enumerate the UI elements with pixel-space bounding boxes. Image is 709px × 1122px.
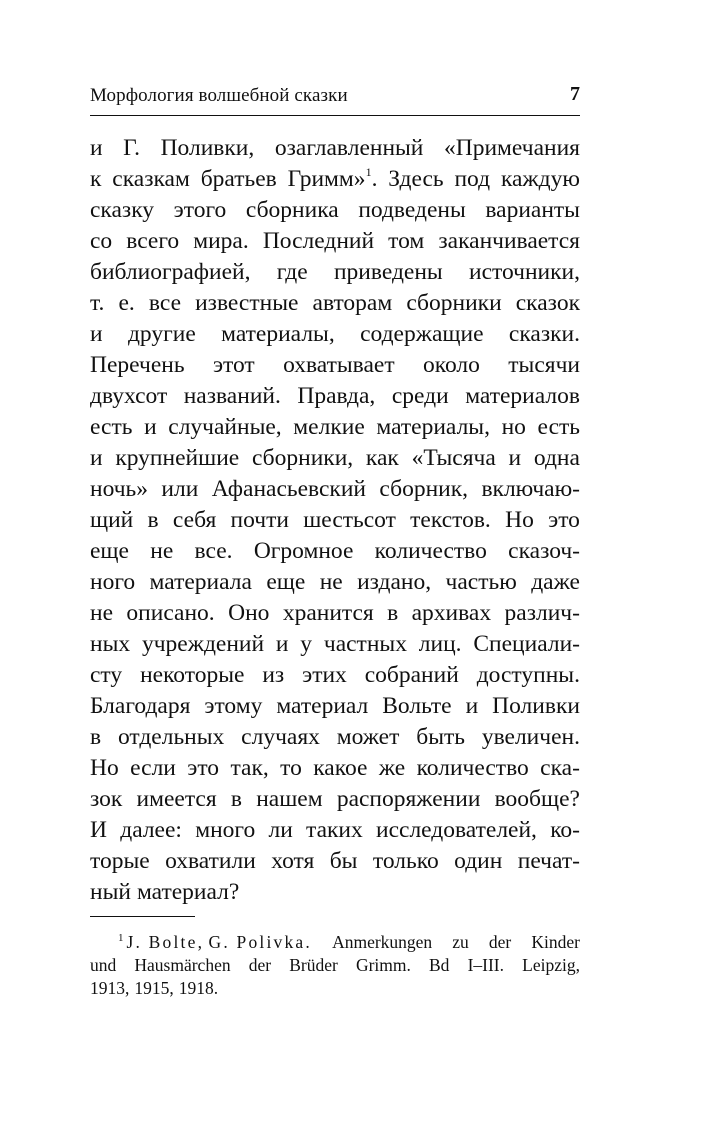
word: и [90,135,103,161]
word: известные [195,290,299,316]
word: вообще? [494,786,580,812]
word: Г. [123,135,140,161]
word: какое [313,755,368,781]
word: еще [266,569,306,595]
text-line [90,629,580,660]
word: und [90,955,117,975]
text-line [90,288,580,319]
word: т. [90,290,105,316]
text-line [90,133,580,164]
word: Grimm. [355,955,411,975]
word: учреждений [141,631,265,657]
word: Здесь [388,166,444,192]
footnote-lead [118,931,312,954]
word: и [90,321,103,347]
word: печат- [517,848,580,874]
text-line [90,505,580,536]
word: далее: [120,817,182,843]
word: сту [90,662,123,688]
word: количество [416,755,529,781]
word: Leipzig, [522,955,580,975]
word: Bd [429,955,450,975]
word: шестьсот [303,507,396,533]
word: случаях [241,724,320,750]
word: это [187,755,220,781]
word: братьев [200,166,277,192]
text-line [90,319,580,350]
word: Благодаря [90,693,191,719]
word: частью [445,569,517,595]
word: ска- [540,755,580,781]
footnote-line [90,931,580,954]
running-header [90,82,580,116]
word: из [262,662,285,688]
text-line [90,350,580,381]
text-line [90,381,580,412]
word: сборник, [379,476,469,502]
word: это [548,507,580,533]
word: но [501,414,526,440]
word: отдельных [117,724,225,750]
word: если [130,755,176,781]
text-line [90,598,580,629]
word: источники, [469,259,580,285]
word: ного [90,569,136,595]
word: щий [90,507,134,533]
word: сборника [245,197,339,223]
word: включаю- [481,476,580,502]
text-line [90,443,580,474]
word: подведены [358,197,466,223]
text-line [90,815,580,846]
word: хранится [282,600,374,626]
word: И [90,817,107,843]
word: издано, [357,569,432,595]
word: zu [452,932,469,952]
word: не [90,600,114,626]
word: 1918. [178,978,219,998]
word: распоряжении [336,786,481,812]
word: увеличен. [481,724,580,750]
word: исследователей, [376,817,537,843]
word: 1915, [134,978,174,998]
word: же [378,755,406,781]
word: материалов [465,383,580,409]
word: сказки. [508,321,580,347]
word: нашем [256,786,323,812]
word: текстов. [410,507,491,533]
word: то [280,755,302,781]
text-line [90,753,580,784]
word: этого [173,197,227,223]
word: материал [276,693,369,719]
word: другие [127,321,196,347]
word: и [90,445,103,471]
word: Гримм»$^1$. [287,165,378,192]
word: или [161,476,199,502]
footnote-rule [90,916,195,917]
word: все. [194,538,233,564]
word: Специали- [473,631,580,657]
running-title: Морфология волшебной сказки [90,85,348,106]
word: сказоч- [508,538,580,564]
word: том [388,228,425,254]
word: Перечень [90,352,185,378]
word: сказкам [112,166,190,192]
word: содержащие [360,321,484,347]
word: авторам [312,290,393,316]
word: в [90,724,102,750]
word: как [365,445,399,471]
text-line [90,691,580,722]
word: бы [329,848,358,874]
word: может [336,724,400,750]
footnote-line [90,977,580,1000]
word: сборники [406,290,502,316]
word: собраний [364,662,459,688]
word: I–III. [467,955,504,975]
word: есть [537,414,580,440]
text-line [90,474,580,505]
word: варианты [485,197,580,223]
word: случайные, [168,414,282,440]
word: сборники, [251,445,354,471]
page-number: 7 [570,83,580,105]
word: материалы, [221,321,335,347]
word: торые [90,848,150,874]
word: Правда, [297,383,376,409]
word: ный [90,879,131,905]
word: хотя [271,848,315,874]
text-line [90,846,580,877]
word: ночь» [90,476,149,502]
word: тысячи [508,352,580,378]
word: е. [118,290,135,316]
word: Но [90,755,119,781]
footnote-number: 1 [118,932,124,944]
word: Последний [262,228,375,254]
word: среди [391,383,449,409]
word: Вольте [382,693,452,719]
word: Anmerkungen [332,932,433,952]
footnote-author: G. Polivka. [208,932,312,952]
word: частных [323,631,407,657]
word: со [90,228,113,254]
text-line [90,412,580,443]
word: таких [306,817,363,843]
footnote-author: J. Bolte, [126,932,205,952]
word: есть [90,414,133,440]
word: лиц. [418,631,462,657]
word: der [248,955,272,975]
word: еще [90,538,129,564]
word: почти [230,507,289,533]
footnote-reference: 1 [365,165,372,179]
word: так, [230,755,269,781]
word: различ- [504,600,580,626]
word: где [276,259,308,285]
word: Огромное [253,538,354,564]
word: der [488,932,512,952]
word: и [144,414,157,440]
word: к [90,166,102,192]
word: и [508,445,522,471]
text-line [90,660,580,691]
word: архивах [411,600,492,626]
word: мелкие [293,414,365,440]
word: доступны. [476,662,580,688]
word: Hausmärchen [134,955,231,975]
text-line [90,722,580,753]
word: этот [212,352,255,378]
word: около [422,352,480,378]
word: «Примечания [443,135,580,161]
word: ко- [550,817,580,843]
word: ли [268,817,293,843]
word: много [195,817,256,843]
word: библиографией, [90,259,251,285]
word: Оно [228,600,270,626]
word: охватили [165,848,256,874]
header-rule [90,115,580,116]
word: Афанасьевский [211,476,366,502]
word: охватывает [283,352,395,378]
word: приведены [333,259,443,285]
text-line [90,195,580,226]
word: даже [531,569,580,595]
word: ных [90,631,131,657]
text-line [90,257,580,288]
word: не [150,538,174,564]
word: зок [90,786,123,812]
word: одна [533,445,580,471]
word: не [319,569,343,595]
word: этому [204,693,263,719]
main-text [90,133,580,908]
text-line [90,567,580,598]
word: Но [505,507,534,533]
text-line [90,784,580,815]
word: Kinder [531,932,580,952]
word: Поливки, [160,135,255,161]
word: сказку [90,197,155,223]
word: в [147,507,159,533]
word: материал? [136,879,240,905]
word: озаглавленный [274,135,424,161]
word: двухсот [90,383,168,409]
word: в [230,786,242,812]
text-line [90,226,580,257]
word: под [454,166,491,192]
word: у [300,631,313,657]
word: Поливки [492,693,580,719]
footnote-line [90,954,580,977]
word: заканчивается [438,228,580,254]
word: в [387,600,399,626]
word: всего [126,228,180,254]
word: 1913, [90,978,130,998]
word: материалы, [376,414,490,440]
word: один [454,848,503,874]
word: Brüder [289,955,338,975]
word: некоторые [140,662,245,688]
word: названий. [183,383,281,409]
word: количество [374,538,487,564]
word: «Тысяча [411,445,496,471]
word: мира. [193,228,249,254]
word: и [275,631,289,657]
word: и [465,693,479,719]
word: крупнейшие [115,445,240,471]
word: себя [172,507,217,533]
footnote [90,931,580,1000]
word: описано. [126,600,215,626]
word: только [372,848,439,874]
text-line [90,164,580,195]
word: сказок [515,290,580,316]
word: материала [149,569,252,595]
word: каждую [500,166,580,192]
word: все [148,290,181,316]
word: этих [302,662,347,688]
word: имеется [136,786,217,812]
word: быть [416,724,465,750]
text-line [90,536,580,567]
text-line [90,877,580,908]
